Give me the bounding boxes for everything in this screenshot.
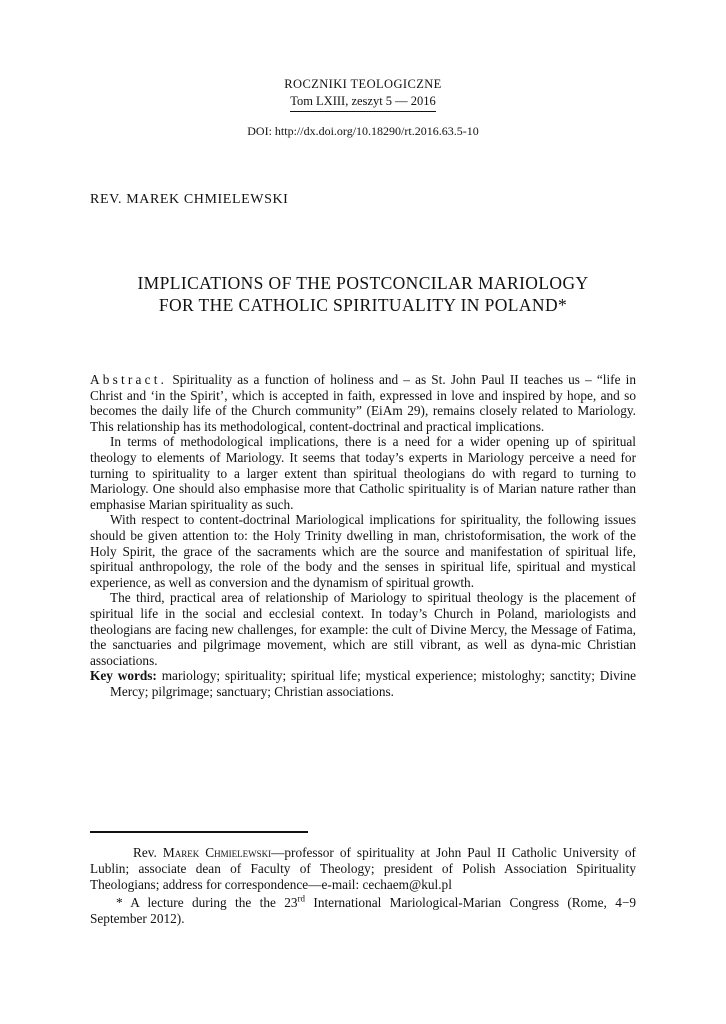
journal-volume: Tom LXIII, zeszyt 5 — 2016 bbox=[290, 93, 436, 112]
title-line-1: IMPLICATIONS OF THE POSTCONCILAR MARIOLOGY bbox=[137, 273, 589, 293]
footnote-author-prefix: Rev. bbox=[133, 845, 157, 860]
abstract bbox=[90, 372, 636, 699]
footnote-lecture bbox=[90, 895, 636, 927]
abstract-paragraph-2: In terms of methodological implications, there is a need for a wider opening up of spiritual theology to elements of Mariology. It seems that today’s experts in Mariology perceive a need for turning to spirituality to a larger extent than spiritual theologians do with regard to turning to Mariology. One should also emphasise more that Catholic spirituality is of Marian nature rather than emphasise Marian spirituality as such. bbox=[90, 434, 636, 512]
abstract-paragraph-3: With respect to content-doctrinal Mariological implications for spirituality, the following issues should be given attention to: the Holy Trinity dwelling in man, christoformisation, the work of the Holy Spirit, the grace of the sacraments which are the source and manifestation of spiritual life, spiritual anthropology, the role of the body and the senses in spiritual life, spiritual and mystical experience, as well as conversion and the dynamism of spiritual growth. bbox=[90, 512, 636, 590]
footnote-lecture-sup: rd bbox=[297, 893, 306, 904]
article-title bbox=[60, 272, 666, 316]
abstract-label: Abstract. bbox=[90, 372, 168, 387]
abstract-paragraph-1 bbox=[90, 372, 636, 434]
abstract-text-1: Spirituality as a function of holiness and – as St. John Paul II teaches us – “life in Christ and ‘in the Spirit’, which is accepted in faith, expressed in love and inspired by hope, and so becomes the daily life of the Church community” (EiAm 29), remains closely related to Mariology. This relationship has its methodological, content-doctrinal and practical implications. bbox=[90, 372, 636, 434]
title-line-2: FOR THE CATHOLIC SPIRITUALITY IN POLAND* bbox=[158, 295, 568, 315]
keywords-text: mariology; spirituality; spiritual life; mystical experience; mistologhy; sanctity; Divine Mercy; pilgrimage; sanctuary; Christian associations. bbox=[110, 668, 636, 699]
footnote-separator bbox=[90, 831, 308, 833]
journal-header bbox=[0, 76, 726, 112]
footnotes bbox=[90, 845, 636, 927]
footnote-lecture-end: International Mariological-Marian Congress (Rome, 4−9 September 2012). bbox=[90, 895, 637, 926]
journal-name: ROCZNIKI TEOLOGICZNE bbox=[284, 77, 442, 91]
keywords bbox=[90, 668, 636, 699]
footnote-author-text: —professor of spirituality at John Paul II Catholic University of Lublin; associate dean of Faculty of Theology; president of Polish Association Spirituality Theologians; address for correspondence—e-mail: cechaem@kul.pl bbox=[90, 845, 636, 892]
footnote-lecture-start: * A lecture during the the 23 bbox=[116, 895, 298, 910]
abstract-paragraph-4: The third, practical area of relationship of Mariology to spiritual theology is the placement of spiritual life in the social and ecclesial context. In today’s Church in Poland, mariologists and theologians are facing new challenges, for example: the cult of Divine Mercy, the Message of Fatima, the sanctuaries and pilgrimage movement, which are still vibrant, as well as dyna-mic Christian associations. bbox=[90, 590, 636, 668]
footnote-author-name: Marek Chmielewski bbox=[162, 845, 272, 860]
keywords-label: Key words: bbox=[90, 668, 157, 684]
author-name: REV. MAREK CHMIELEWSKI bbox=[90, 192, 289, 207]
footnote-author bbox=[90, 845, 636, 893]
doi-line: DOI: http://dx.doi.org/10.18290/rt.2016.63.5-10 bbox=[247, 124, 479, 138]
